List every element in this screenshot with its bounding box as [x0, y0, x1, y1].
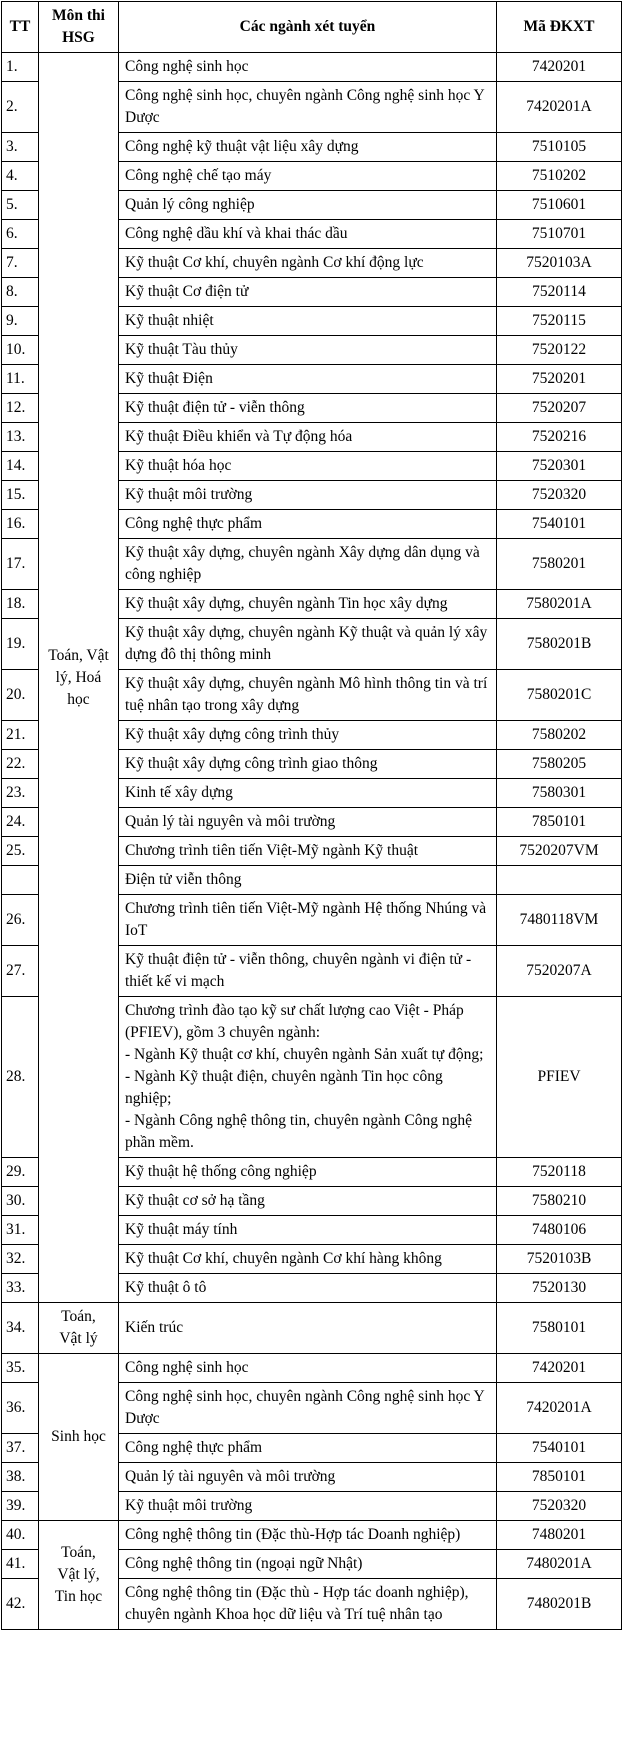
header-row — [2, 2, 622, 53]
major-name: Kỹ thuật môi trường — [119, 481, 497, 510]
header-subject-line2: HSG — [62, 29, 95, 46]
major-name: Công nghệ chế tạo máy — [119, 162, 497, 191]
major-name: Kiến trúc — [119, 1303, 497, 1354]
major-name-line: - Ngành Kỹ thuật điện, chuyên ngành Tin học công nghiệp; — [125, 1068, 443, 1107]
major-name: Kỹ thuật xây dựng, chuyên ngành Tin học xây dựng — [119, 590, 497, 619]
admission-code: 7540101 — [497, 1434, 622, 1463]
subject-group-g4 — [39, 1521, 119, 1630]
admission-code: 7580201C — [497, 670, 622, 721]
admission-code: 7580210 — [497, 1187, 622, 1216]
header-majors: Các ngành xét tuyển — [119, 2, 497, 53]
major-name: Kỹ thuật Tàu thủy — [119, 336, 497, 365]
row-number: 30. — [2, 1187, 39, 1216]
major-name: Kỹ thuật điện tử - viễn thông, chuyên ngành vi điện tử - thiết kế vi mạch — [119, 946, 497, 997]
row-number: 13. — [2, 423, 39, 452]
admission-code: 7580101 — [497, 1303, 622, 1354]
row-number: 21. — [2, 721, 39, 750]
major-name: Kỹ thuật cơ sở hạ tầng — [119, 1187, 497, 1216]
major-name: Kỹ thuật máy tính — [119, 1216, 497, 1245]
header-tt: TT — [2, 2, 39, 53]
admission-code: 7520103A — [497, 249, 622, 278]
row-number: 11. — [2, 365, 39, 394]
admission-code: 7510601 — [497, 191, 622, 220]
major-name: Kỹ thuật điện tử - viễn thông — [119, 394, 497, 423]
admission-code: 7850101 — [497, 1463, 622, 1492]
major-name: Quản lý tài nguyên và môi trường — [119, 808, 497, 837]
admission-code — [497, 866, 622, 895]
row-number: 15. — [2, 481, 39, 510]
subject-group-g2 — [39, 1303, 119, 1354]
subject-line: Vật lý, — [57, 1566, 100, 1583]
subject-line: học — [67, 690, 90, 708]
major-name: Kỹ thuật nhiệt — [119, 307, 497, 336]
admission-code: 7480201A — [497, 1550, 622, 1579]
row-number: 5. — [2, 191, 39, 220]
row-number: 18. — [2, 590, 39, 619]
admission-code: 7520115 — [497, 307, 622, 336]
major-name: Kỹ thuật xây dựng công trình thủy — [119, 721, 497, 750]
row-number: 12. — [2, 394, 39, 423]
major-name: Kỹ thuật xây dựng, chuyên ngành Mô hình thông tin và trí tuệ nhân tạo trong xây dựng — [119, 670, 497, 721]
admission-code: 7520103B — [497, 1245, 622, 1274]
major-name: Công nghệ thông tin (ngoại ngữ Nhật) — [119, 1550, 497, 1579]
subject-line: Tin học — [54, 1588, 103, 1605]
admission-code: 7510701 — [497, 220, 622, 249]
row-number: 40. — [2, 1521, 39, 1550]
row-number: 28. — [2, 997, 39, 1158]
admission-code: PFIEV — [497, 997, 622, 1158]
admission-code: 7520122 — [497, 336, 622, 365]
row-number: 25. — [2, 837, 39, 866]
major-name: Kỹ thuật Cơ khí, chuyên ngành Cơ khí động lực — [119, 249, 497, 278]
admission-code: 7580202 — [497, 721, 622, 750]
admission-code: 7520216 — [497, 423, 622, 452]
admission-code: 7580201A — [497, 590, 622, 619]
table-body — [2, 53, 622, 1630]
major-name: Công nghệ thực phẩm — [119, 1434, 497, 1463]
row-number: 2. — [2, 82, 39, 133]
row-number: 4. — [2, 162, 39, 191]
row-number: 36. — [2, 1383, 39, 1434]
major-name: Kỹ thuật hệ thống công nghiệp — [119, 1158, 497, 1187]
header-subject-line1: Môn thi — [52, 7, 105, 24]
row-number: 31. — [2, 1216, 39, 1245]
table-row — [2, 1521, 622, 1550]
admission-code: 7520130 — [497, 1274, 622, 1303]
major-name: Công nghệ kỹ thuật vật liệu xây dựng — [119, 133, 497, 162]
major-name — [119, 997, 497, 1158]
major-name-line: Chương trình đào tạo kỹ sư chất lượng cao Việt - Pháp (PFIEV), gồm 3 chuyên ngành: — [125, 1002, 464, 1041]
admission-code: 7420201 — [497, 53, 622, 82]
header-code: Mã ĐKXT — [497, 2, 622, 53]
row-number: 34. — [2, 1303, 39, 1354]
row-number: 14. — [2, 452, 39, 481]
major-name: Công nghệ thực phẩm — [119, 510, 497, 539]
admission-code: 7850101 — [497, 808, 622, 837]
admission-code: 7540101 — [497, 510, 622, 539]
subject-line: Toán, — [61, 1544, 96, 1561]
admission-table — [1, 1, 622, 1630]
row-number: 20. — [2, 670, 39, 721]
row-number: 3. — [2, 133, 39, 162]
row-number: 10. — [2, 336, 39, 365]
major-name: Công nghệ sinh học — [119, 53, 497, 82]
admission-code: 7420201A — [497, 82, 622, 133]
major-name-line: - Ngành Công nghệ thông tin, chuyên ngành Công nghệ phần mềm. — [125, 1112, 472, 1151]
row-number: 32. — [2, 1245, 39, 1274]
row-number: 8. — [2, 278, 39, 307]
major-name: Kỹ thuật Cơ khí, chuyên ngành Cơ khí hàng không — [119, 1245, 497, 1274]
subject-group-g1 — [39, 53, 119, 1303]
row-number: 39. — [2, 1492, 39, 1521]
admission-code: 7520320 — [497, 481, 622, 510]
major-name: Kinh tế xây dựng — [119, 779, 497, 808]
admission-code: 7520207VM — [497, 837, 622, 866]
major-name: Điện tử viễn thông — [119, 866, 497, 895]
major-name: Kỹ thuật xây dựng, chuyên ngành Kỹ thuật và quản lý xây dựng đô thị thông minh — [119, 619, 497, 670]
row-number: 33. — [2, 1274, 39, 1303]
row-number: 29. — [2, 1158, 39, 1187]
row-number: 23. — [2, 779, 39, 808]
major-name: Kỹ thuật môi trường — [119, 1492, 497, 1521]
table-row — [2, 53, 622, 82]
row-number: 38. — [2, 1463, 39, 1492]
subject-line: Toán, Vật — [48, 646, 109, 664]
major-name: Công nghệ sinh học, chuyên ngành Công nghệ sinh học Y Dược — [119, 1383, 497, 1434]
table-row — [2, 1354, 622, 1383]
admission-code: 7520207 — [497, 394, 622, 423]
major-name: Kỹ thuật Cơ điện tử — [119, 278, 497, 307]
major-name: Quản lý công nghiệp — [119, 191, 497, 220]
admission-code: 7580201B — [497, 619, 622, 670]
admission-code: 7520301 — [497, 452, 622, 481]
major-name: Kỹ thuật xây dựng, chuyên ngành Xây dựng dân dụng và công nghiệp — [119, 539, 497, 590]
admission-code: 7580205 — [497, 750, 622, 779]
major-name: Công nghệ thông tin (Đặc thù-Hợp tác Doanh nghiệp) — [119, 1521, 497, 1550]
row-number: 22. — [2, 750, 39, 779]
major-name: Kỹ thuật Điều khiển và Tự động hóa — [119, 423, 497, 452]
major-name: Công nghệ dầu khí và khai thác dầu — [119, 220, 497, 249]
major-name: Quản lý tài nguyên và môi trường — [119, 1463, 497, 1492]
row-number: 26. — [2, 895, 39, 946]
admission-code: 7420201A — [497, 1383, 622, 1434]
admission-code: 7520320 — [497, 1492, 622, 1521]
admission-code: 7480201B — [497, 1579, 622, 1630]
admission-code: 7520118 — [497, 1158, 622, 1187]
row-number — [2, 866, 39, 895]
admission-code: 7510105 — [497, 133, 622, 162]
row-number: 37. — [2, 1434, 39, 1463]
admission-code: 7580301 — [497, 779, 622, 808]
row-number: 24. — [2, 808, 39, 837]
admission-code: 7480201 — [497, 1521, 622, 1550]
admission-code: 7510202 — [497, 162, 622, 191]
subject-group-g3 — [39, 1354, 119, 1521]
row-number: 35. — [2, 1354, 39, 1383]
major-name: Kỹ thuật ô tô — [119, 1274, 497, 1303]
major-name-line: - Ngành Kỹ thuật cơ khí, chuyên ngành Sản xuất tự động; — [125, 1046, 484, 1063]
row-number: 7. — [2, 249, 39, 278]
row-number: 1. — [2, 53, 39, 82]
subject-line: lý, Hoá — [55, 668, 102, 686]
admission-code: 7520201 — [497, 365, 622, 394]
table-row — [2, 1303, 622, 1354]
row-number: 17. — [2, 539, 39, 590]
major-name: Chương trình tiên tiến Việt-Mỹ ngành Hệ thống Nhúng và IoT — [119, 895, 497, 946]
major-name: Công nghệ sinh học — [119, 1354, 497, 1383]
admission-code: 7520114 — [497, 278, 622, 307]
subject-line: Vật lý — [59, 1330, 98, 1347]
admission-code: 7480118VM — [497, 895, 622, 946]
admission-code: 7420201 — [497, 1354, 622, 1383]
subject-line: Sinh học — [51, 1428, 106, 1445]
major-name: Công nghệ thông tin (Đặc thù - Hợp tác doanh nghiệp), chuyên ngành Khoa học dữ liệu và Trí tuệ nhân tạo — [119, 1579, 497, 1630]
admission-code: 7480106 — [497, 1216, 622, 1245]
row-number: 41. — [2, 1550, 39, 1579]
row-number: 27. — [2, 946, 39, 997]
major-name: Kỹ thuật xây dựng công trình giao thông — [119, 750, 497, 779]
major-name: Chương trình tiên tiến Việt-Mỹ ngành Kỹ thuật — [119, 837, 497, 866]
row-number: 19. — [2, 619, 39, 670]
admission-code: 7520207A — [497, 946, 622, 997]
header-subject — [39, 2, 119, 53]
row-number: 9. — [2, 307, 39, 336]
row-number: 6. — [2, 220, 39, 249]
row-number: 42. — [2, 1579, 39, 1630]
row-number: 16. — [2, 510, 39, 539]
major-name: Công nghệ sinh học, chuyên ngành Công nghệ sinh học Y Dược — [119, 82, 497, 133]
subject-line: Toán, — [61, 1308, 96, 1325]
admission-code: 7580201 — [497, 539, 622, 590]
major-name: Kỹ thuật Điện — [119, 365, 497, 394]
major-name: Kỹ thuật hóa học — [119, 452, 497, 481]
